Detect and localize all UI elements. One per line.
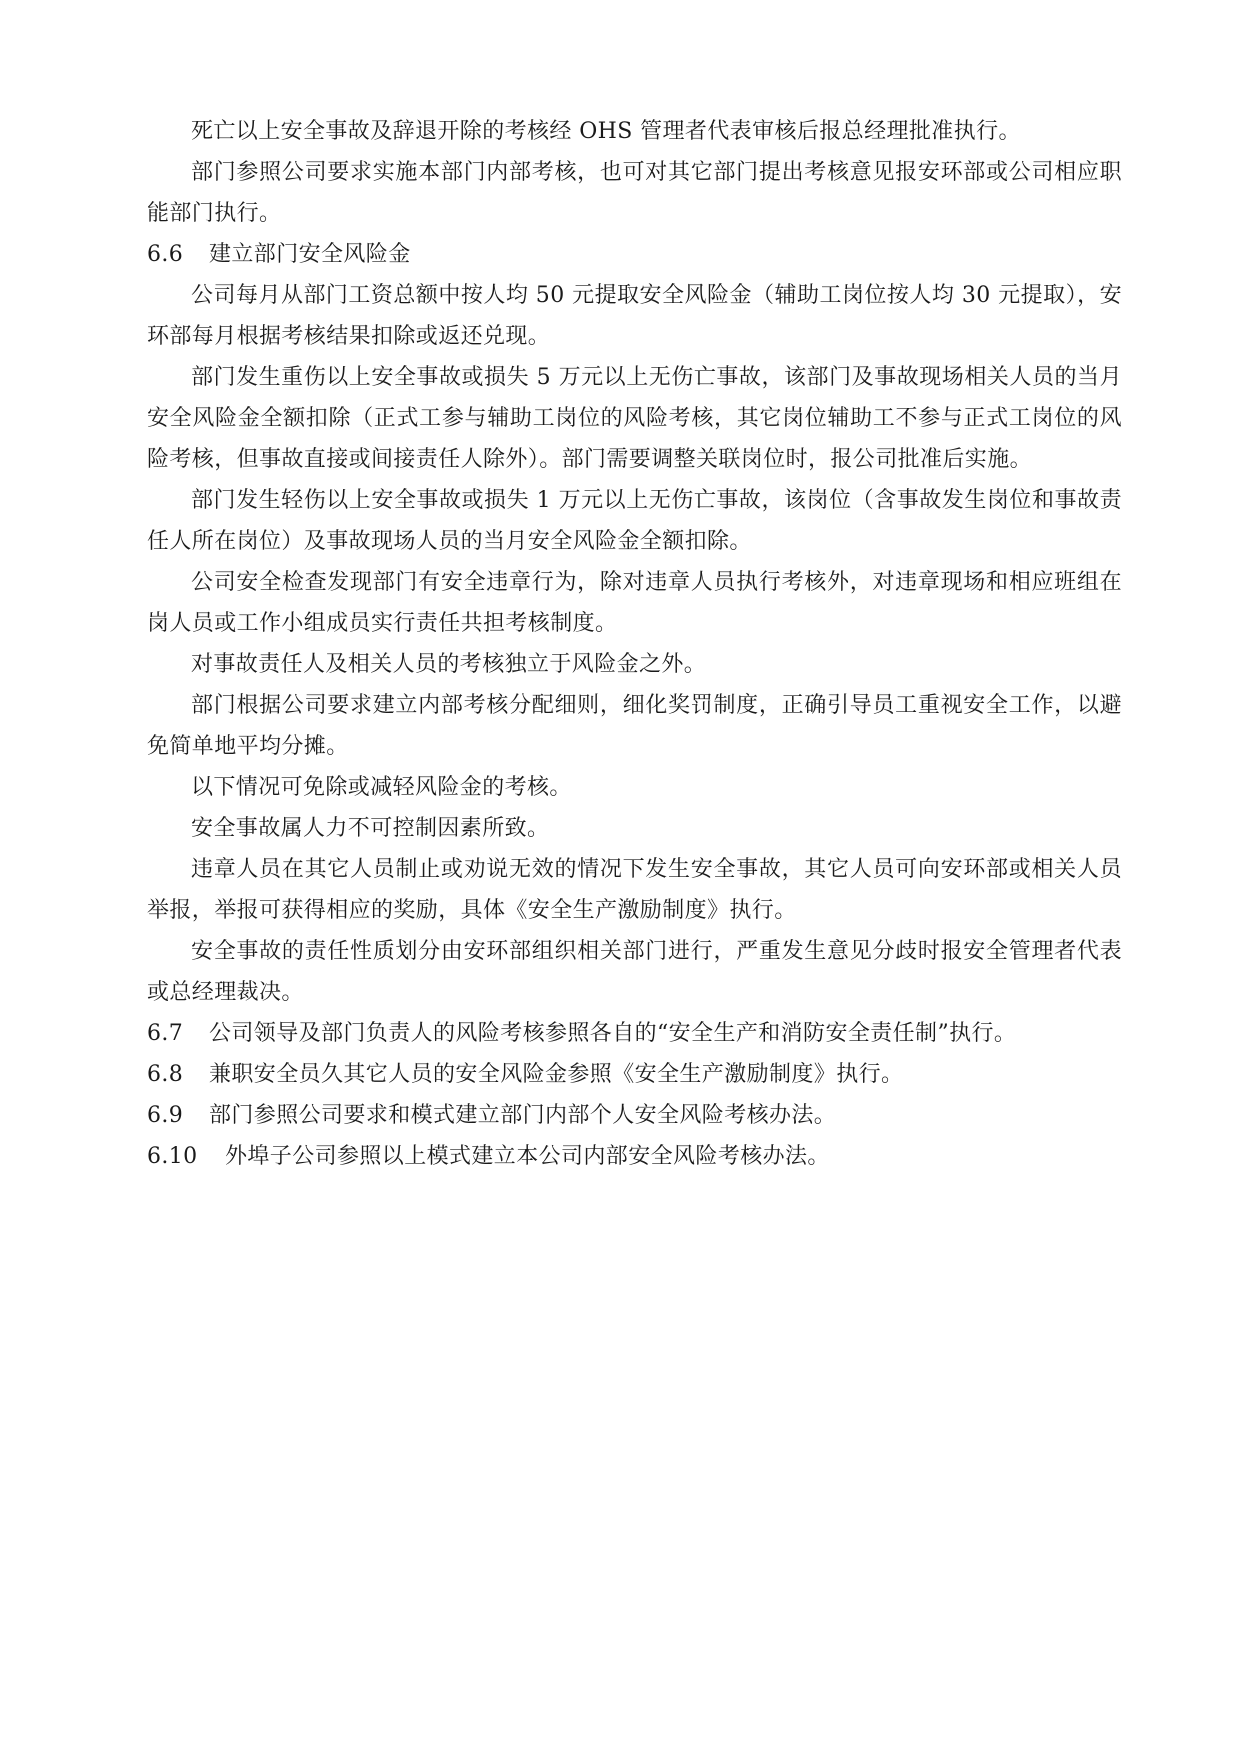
- paragraph: 违章人员在其它人员制止或劝说无效的情况下发生安全事故，其它人员可向安环部或相关人员举报，举报可获得相应的奖励，具体《安全生产激励制度》执行。: [147, 857, 1122, 923]
- clause-item: [147, 1136, 1122, 1177]
- clause-item: [147, 1054, 1122, 1095]
- clause-number: 6.6: [147, 242, 184, 267]
- paragraph: 公司每月从部门工资总额中按人均 50 元提取安全风险金（辅助工岗位按人均 30 元提取），安环部每月根据考核结果扣除或返还兑现。: [147, 283, 1122, 349]
- paragraph: 安全事故的责任性质划分由安环部组织相关部门进行，严重发生意见分歧时报安全管理者代表或总经理裁决。: [147, 939, 1122, 1005]
- clause-number: 6.8: [147, 1062, 184, 1087]
- paragraph: 公司安全检查发现部门有安全违章行为，除对违章人员执行考核外，对违章现场和相应班组在岗人员或工作小组成员实行责任共担考核制度。: [147, 570, 1122, 636]
- clause-item: [147, 1013, 1122, 1054]
- paragraph: 以下情况可免除或减轻风险金的考核。: [191, 775, 572, 800]
- clause-title: 建立部门安全风险金: [209, 242, 411, 267]
- paragraph: 部门发生轻伤以上安全事故或损失 1 万元以上无伤亡事故，该岗位（含事故发生岗位和事故责任人所在岗位）及事故现场人员的当月安全风险金全额扣除。: [147, 488, 1122, 554]
- paragraph: 对事故责任人及相关人员的考核独立于风险金之外。: [191, 652, 707, 677]
- document-body: [147, 111, 1122, 1177]
- clause-item: [147, 1095, 1122, 1136]
- clause-heading: [147, 234, 1122, 275]
- paragraph: 部门发生重伤以上安全事故或损失 5 万元以上无伤亡事故，该部门及事故现场相关人员的当月安全风险金全额扣除（正式工参与辅助工岗位的风险考核，其它岗位辅助工不参与正式工岗位的风险考核，但事故直接或间接责任人除外）。部门需要调整关联岗位时，报公司批准后实施。: [147, 365, 1122, 472]
- paragraph: 死亡以上安全事故及辞退开除的考核经 OHS 管理者代表审核后报总经理批准执行。: [191, 119, 1021, 144]
- paragraph: 安全事故属人力不可控制因素所致。: [191, 816, 550, 841]
- paragraph: 部门根据公司要求建立内部考核分配细则，细化奖罚制度，正确引导员工重视安全工作，以避免简单地平均分摊。: [147, 693, 1122, 759]
- clause-number: 6.7: [147, 1021, 184, 1046]
- clause-text: 公司领导及部门负责人的风险考核参照各自的“安全生产和消防安全责任制”执行。: [209, 1021, 1017, 1046]
- clause-text: 部门参照公司要求和模式建立部门内部个人安全风险考核办法。: [209, 1103, 837, 1128]
- paragraph: 部门参照公司要求实施本部门内部考核，也可对其它部门提出考核意见报安环部或公司相应职能部门执行。: [147, 160, 1122, 226]
- clause-number: 6.9: [147, 1103, 184, 1128]
- clause-text: 兼职安全员久其它人员的安全风险金参照《安全生产激励制度》执行。: [209, 1062, 904, 1087]
- clause-number: 6.10: [147, 1144, 198, 1169]
- clause-text: 外埠子公司参照以上模式建立本公司内部安全风险考核办法。: [225, 1144, 830, 1169]
